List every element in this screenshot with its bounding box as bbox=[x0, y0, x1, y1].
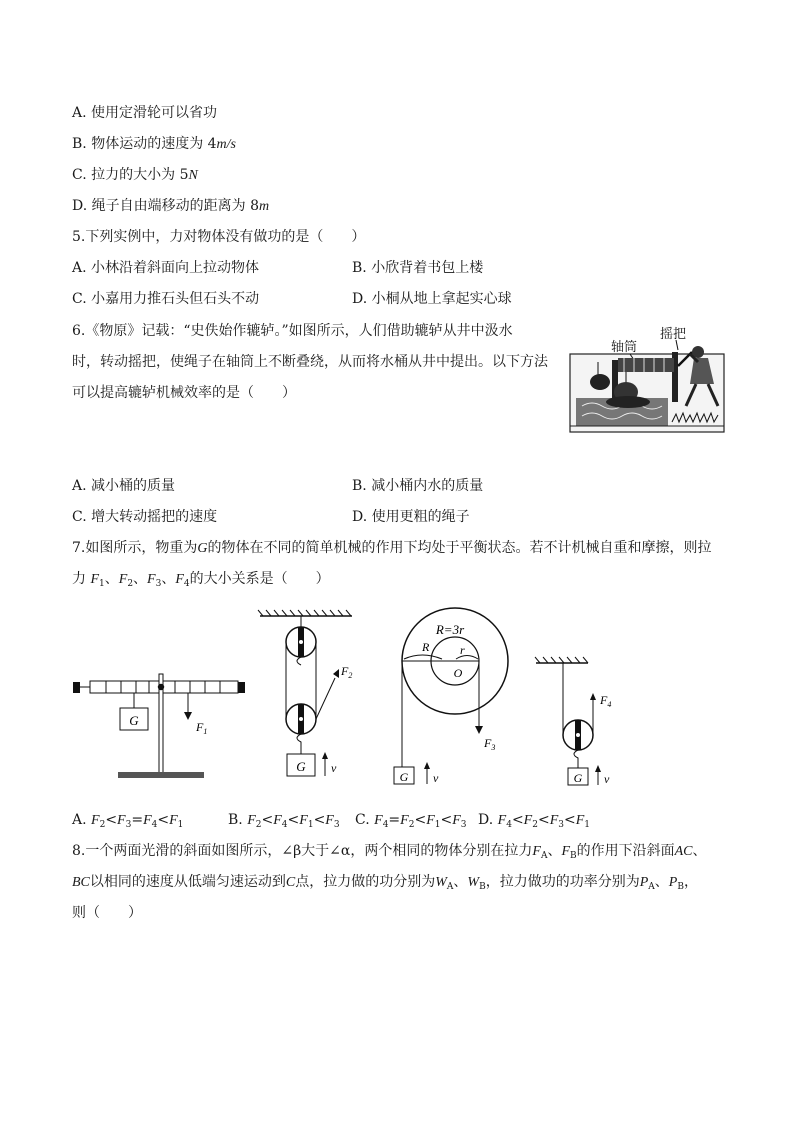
force-label-f2: $F_2$ bbox=[341, 664, 353, 680]
q6-stem-line3: 可以提高辘轳机械效率的是（ ） bbox=[72, 385, 296, 401]
q7-stem-line2: 力 $F_1$、$F_2$、$F_3$、$F_4$的大小关系是（ ） bbox=[72, 571, 330, 589]
q5-option-c[interactable]: C. 小嘉用力推石头但石头不动 bbox=[72, 291, 260, 307]
q7-stem-line1: 7.如图所示，物重为G的物体在不同的简单机械的作用下均处于平衡状态。若不计机械自重和摩擦，则拉 bbox=[72, 540, 712, 556]
q4-option-d[interactable]: D. 绳子自由端移动的距离为 8m bbox=[72, 198, 270, 214]
q6-option-d[interactable]: D. 使用更粗的绳子 bbox=[352, 509, 470, 525]
q7-option-c[interactable]: C. $F_4=F_2<F_1<F_3$ bbox=[355, 812, 467, 830]
svg-text:R: R bbox=[422, 640, 430, 654]
svg-text:G: G bbox=[573, 771, 583, 785]
lever-figure bbox=[70, 668, 250, 783]
q5-option-d[interactable]: D. 小桐从地上拿起实心球 bbox=[352, 291, 512, 307]
q6-stem-line2: 时，转动摇把，使绳子在轴筒上不断叠绕，从而将水桶从井中提出。以下方法 bbox=[72, 354, 548, 370]
force-label-f4: $F_4$ bbox=[600, 693, 612, 709]
svg-text:v: v bbox=[433, 771, 439, 785]
q5-option-b[interactable]: B. 小欣背着书包上楼 bbox=[352, 260, 484, 276]
q8-stem-line2: BC以相同的速度从低端匀速运动到C点，拉力做的功分别为$W_A$、$W_B$，拉力做功的功率分别为$P_A$、$P_B$， bbox=[72, 874, 698, 892]
svg-text:O: O bbox=[453, 666, 463, 680]
q6-option-a[interactable]: A. 减小桶的质量 bbox=[72, 478, 176, 494]
svg-text:v: v bbox=[604, 772, 610, 786]
svg-text:G: G bbox=[399, 770, 409, 784]
q6-option-b[interactable]: B. 减小桶内水的质量 bbox=[352, 478, 484, 494]
q6-option-c[interactable]: C. 增大转动摇把的速度 bbox=[72, 509, 218, 525]
q4-option-c[interactable]: C. 拉力的大小为 5N bbox=[72, 167, 198, 183]
q5-stem: 5.下列实例中，力对物体没有做功的是（ ） bbox=[72, 229, 366, 245]
windlass-figure bbox=[568, 322, 728, 434]
svg-text:G: G bbox=[296, 759, 306, 774]
q7-option-b[interactable]: B. $F_2<F_4<F_1<F_3$ bbox=[228, 812, 340, 830]
pulley-block-figure bbox=[255, 612, 365, 787]
q5-option-a[interactable]: A. 小林沿着斜面向上拉动物体 bbox=[72, 260, 260, 276]
weight-label: G bbox=[129, 713, 139, 728]
force-label-f1: $F_1$ bbox=[196, 720, 208, 736]
svg-text:v: v bbox=[331, 761, 337, 775]
q4-option-a[interactable]: A. 使用定滑轮可以省功 bbox=[72, 105, 218, 121]
q4-option-b[interactable]: B. 物体运动的速度为 4m/s bbox=[72, 136, 236, 152]
movable-pulley-figure bbox=[532, 657, 632, 787]
q7-option-d[interactable]: D. $F_4<F_2<F_3<F_1$ bbox=[478, 812, 591, 830]
q8-stem-line3: 则（ ） bbox=[72, 905, 142, 921]
q7-option-a[interactable]: A. $F_2<F_3=F_4<F_1$ bbox=[72, 812, 184, 830]
q8-stem-line1: 8.一个两面光滑的斜面如图所示，∠β大于∠α，两个相同的物体分别在拉力$F_A$、$F_B$的作用下沿斜面AC、 bbox=[72, 843, 707, 861]
q6-stem-line1: 6.《物原》记载：“史佚始作辘轳。”如图所示，人们借助辘轳从井中汲水 bbox=[72, 323, 513, 339]
wheel-axle-figure bbox=[392, 604, 517, 789]
label-axle: 轴筒 bbox=[611, 340, 638, 355]
svg-text:r: r bbox=[460, 643, 465, 657]
force-label-f3: $F_3$ bbox=[484, 736, 496, 752]
radius-ratio-label: R=3r bbox=[435, 622, 465, 637]
label-crank: 摇把 bbox=[660, 327, 687, 342]
